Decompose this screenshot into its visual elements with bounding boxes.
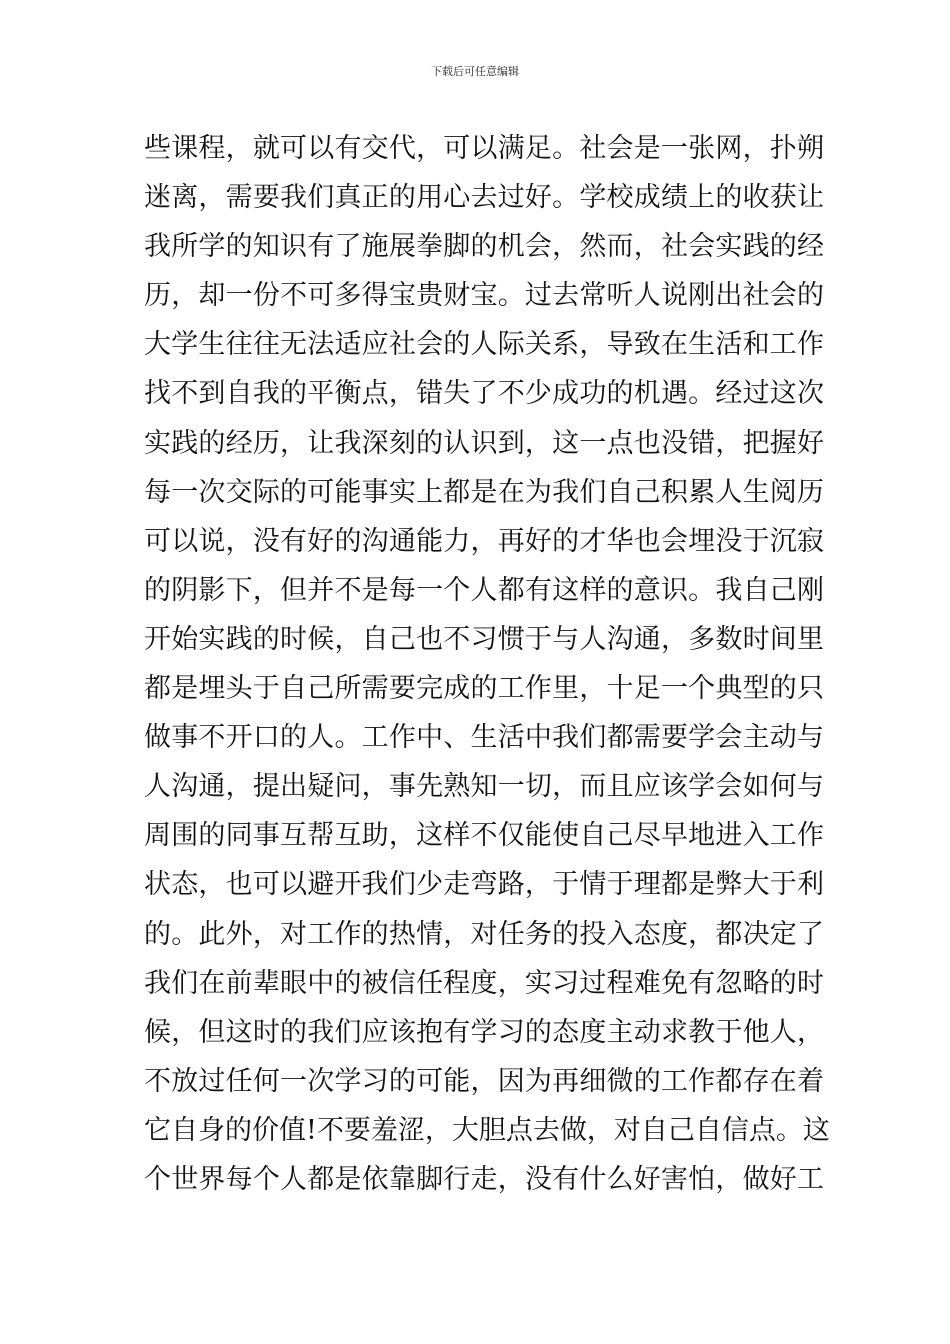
body-paragraph [144, 124, 830, 1204]
text-line: 不放过任何一次学习的可能，因为再细微的工作都存在着 [144, 1065, 824, 1097]
text-line: 迷离，需要我们真正的用心去过好。学校成绩上的收获让 [144, 182, 824, 214]
text-line: 每一次交际的可能事实上都是在为我们自己积累人生阅历 [144, 476, 824, 508]
text-line: 可以说，没有好的沟通能力，再好的才华也会埋没于沉寂 [144, 525, 824, 557]
text-line: 开始实践的时候，自己也不习惯于与人沟通，多数时间里 [144, 623, 824, 655]
text-line: 些课程，就可以有交代，可以满足。社会是一张网，扑朔 [144, 133, 824, 164]
text-line: 都是埋头于自己所需要完成的工作里，十足一个典型的只 [144, 673, 824, 705]
text-line: 我所学的知识有了施展拳脚的机会，然而，社会实践的经 [144, 231, 824, 263]
text-line: 我们在前辈眼中的被信任程度，实习过程难免有忽略的时 [144, 967, 824, 999]
text-line: 它自身的价值!不要羞涩，大胆点去做，对自己自信点。这 [144, 1114, 830, 1146]
text-line: 做事不开口的人。工作中、生活中我们都需要学会主动与 [144, 722, 824, 754]
text-line: 历，却一份不可多得宝贵财宝。过去常听人说刚出社会的 [144, 280, 824, 312]
page-header: 下载后可任意编辑 [431, 65, 519, 78]
text-line: 人沟通，提出疑问，事先熟知一切，而且应该学会如何与 [144, 771, 824, 803]
text-line: 实践的经历，让我深刻的认识到，这一点也没错，把握好 [144, 427, 824, 459]
text-line: 周围的同事互帮互助，这样不仅能使自己尽早地进入工作 [144, 820, 824, 852]
text-line: 的阴影下，但并不是每一个人都有这样的意识。我自己刚 [144, 574, 824, 606]
text-line: 的。此外，对工作的热情，对任务的投入态度，都决定了 [144, 918, 824, 950]
text-line: 状态，也可以避开我们少走弯路，于情于理都是弊大于利 [144, 869, 824, 901]
text-line: 候，但这时的我们应该抱有学习的态度主动求教于他人， [144, 1016, 824, 1048]
text-line: 个世界每个人都是依靠脚行走，没有什么好害怕，做好工 [144, 1163, 824, 1195]
text-line: 找不到自我的平衡点，错失了不少成功的机遇。经过这次 [144, 378, 824, 410]
text-line: 大学生往往无法适应社会的人际关系，导致在生活和工作 [144, 329, 824, 361]
